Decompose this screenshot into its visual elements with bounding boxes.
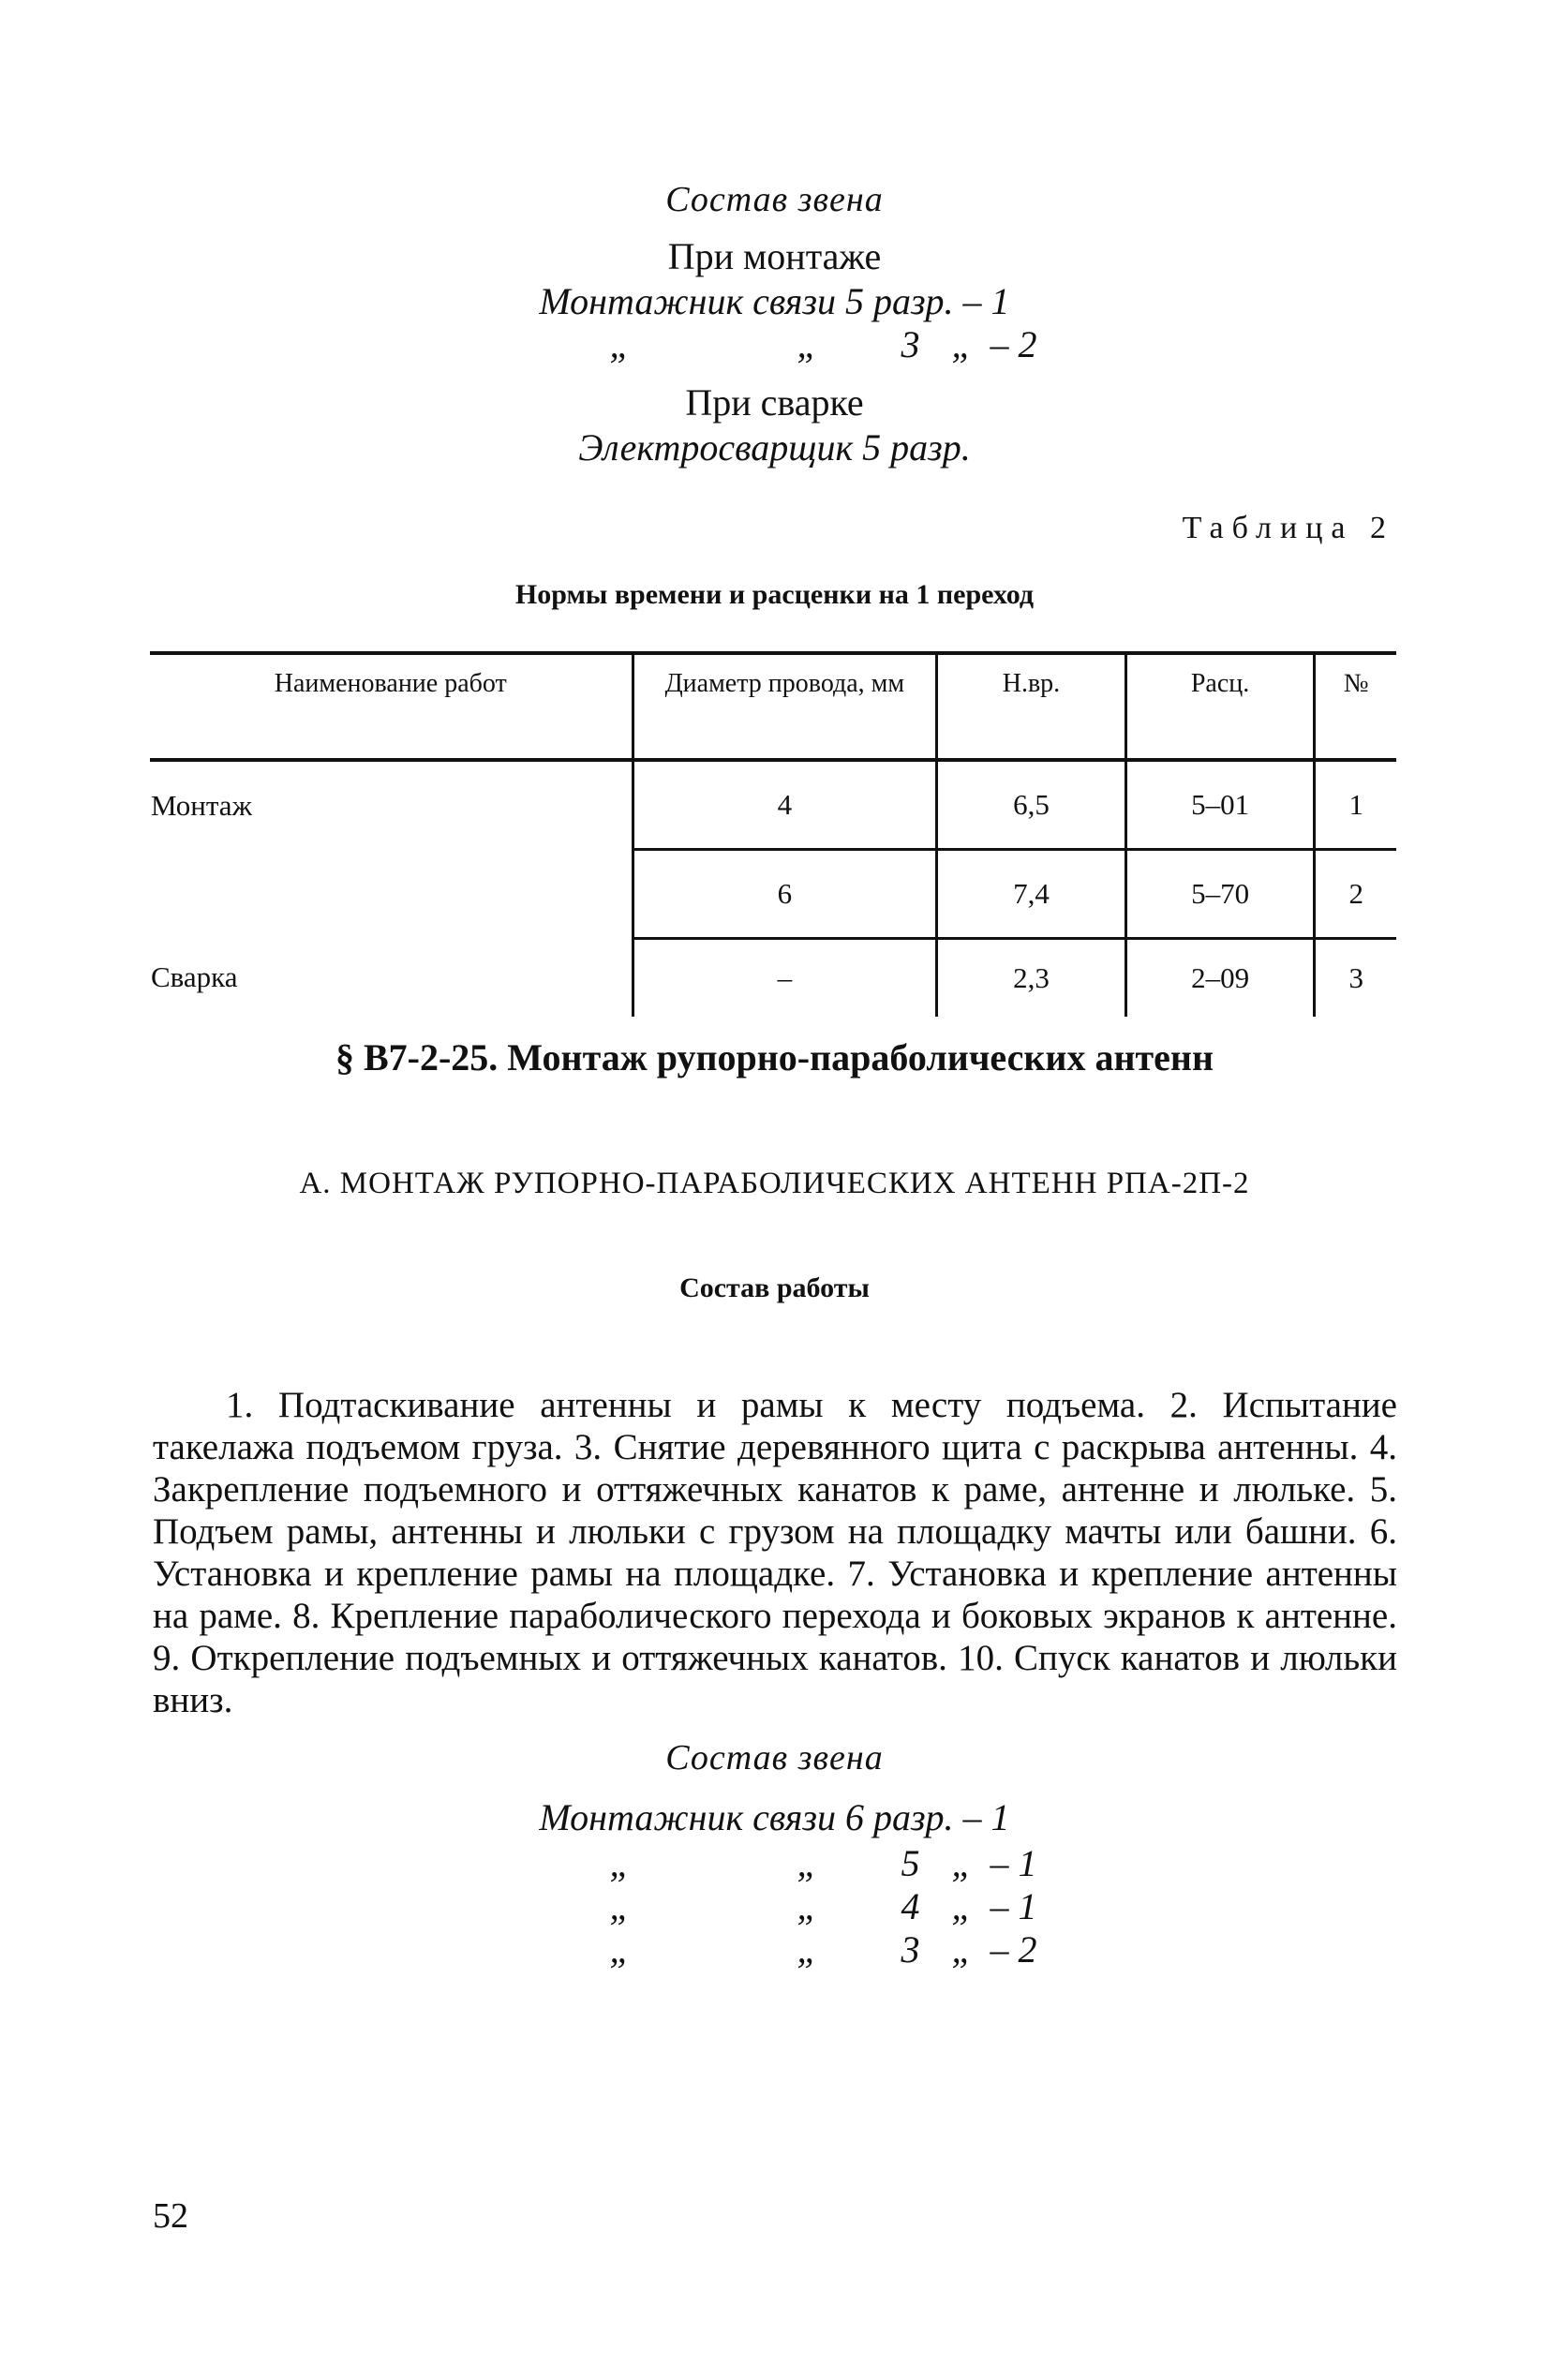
- header-number: №: [1315, 653, 1396, 760]
- crew-ditto-line: „ „ 5 „ – 1: [609, 1842, 1037, 1884]
- weld-line: Электросварщик 5 разр.: [578, 426, 971, 469]
- cell-price: 5–01: [1125, 760, 1315, 850]
- crew-heading: Состав звена: [665, 1738, 884, 1778]
- cell-diameter: –: [633, 939, 937, 1018]
- weld-label: При сварке: [685, 381, 864, 424]
- cell-time-norm: 7,4: [937, 850, 1126, 939]
- mount-line: Монтажник связи 5 разр. – 1: [539, 280, 1010, 322]
- cell-work-name: Монтаж: [151, 788, 252, 822]
- table-caption: Таблица 2: [1182, 511, 1394, 545]
- mount-label: При монтаже: [667, 235, 882, 277]
- cell-number: 1: [1315, 760, 1396, 850]
- table-row: [150, 939, 1396, 1018]
- page-number: 52: [153, 2196, 188, 2236]
- header-price: Расц.: [1125, 653, 1315, 760]
- cell-price: 5–70: [1125, 850, 1315, 939]
- cell-price: 2–09: [1125, 939, 1315, 1018]
- crew-line: Монтажник связи 6 разр. – 1: [539, 1796, 1010, 1838]
- table-title: Нормы времени и расценки на 1 переход: [514, 579, 1035, 610]
- cell-work-name: Сварка: [151, 960, 238, 994]
- cell-number: 3: [1315, 939, 1396, 1018]
- table-row: [150, 850, 1396, 939]
- cell-number: 2: [1315, 850, 1396, 939]
- cell-work-name: [150, 850, 633, 939]
- crew-heading: Состав звена: [665, 180, 884, 219]
- cell-diameter: 6: [633, 850, 937, 939]
- mount-ditto-line: „ „ 3 „ – 2: [609, 323, 1037, 365]
- table-row: [150, 760, 1396, 850]
- subsection-heading: А. МОНТАЖ РУПОРНО-ПАРАБОЛИЧЕСКИХ АНТЕНН РПА-2П-2: [299, 1167, 1250, 1200]
- table-header-row: [150, 653, 1396, 760]
- header-work-name: Наименование работ: [150, 653, 633, 760]
- header-diameter: Диаметр провода, мм: [633, 653, 937, 760]
- cell-diameter: 4: [633, 760, 937, 850]
- crew-composition-1: [0, 173, 1549, 469]
- header-time-norm: Н.вр.: [937, 653, 1126, 760]
- crew-ditto-line: „ „ 3 „ – 2: [609, 1928, 1037, 1971]
- crew-ditto-line: „ „ 4 „ – 1: [609, 1885, 1037, 1927]
- work-composition-text: 1. Подтаскивание антенны и рамы к месту подъема. 2. Испытание такелажа подъемом груза. 3. Снятие деревянного щита с раскрыва антенны. 4. Закрепление подъемного и оттяжечных канатов к раме, антенне и люльке. 5. Подъем рамы, антенны и люльки с грузом на площадку мачты или башни. 6. Установка и крепление рамы на площадке. 7. Установка и крепление антенны на раме. 8. Крепление параболического перехода и боковых экранов к антенне. 9. Открепление подъемных и оттяжечных канатов. 10. Спуск канатов и люльки вниз.: [153, 1385, 1397, 1720]
- work-composition-title: Состав работы: [679, 1272, 870, 1303]
- cell-time-norm: 2,3: [937, 939, 1126, 1018]
- crew-composition-2: [0, 1732, 1549, 1971]
- section-heading: § В7-2-25. Монтаж рупорно-параболических антенн: [335, 1036, 1214, 1078]
- norms-table: [150, 651, 1396, 1017]
- cell-time-norm: 6,5: [937, 760, 1126, 850]
